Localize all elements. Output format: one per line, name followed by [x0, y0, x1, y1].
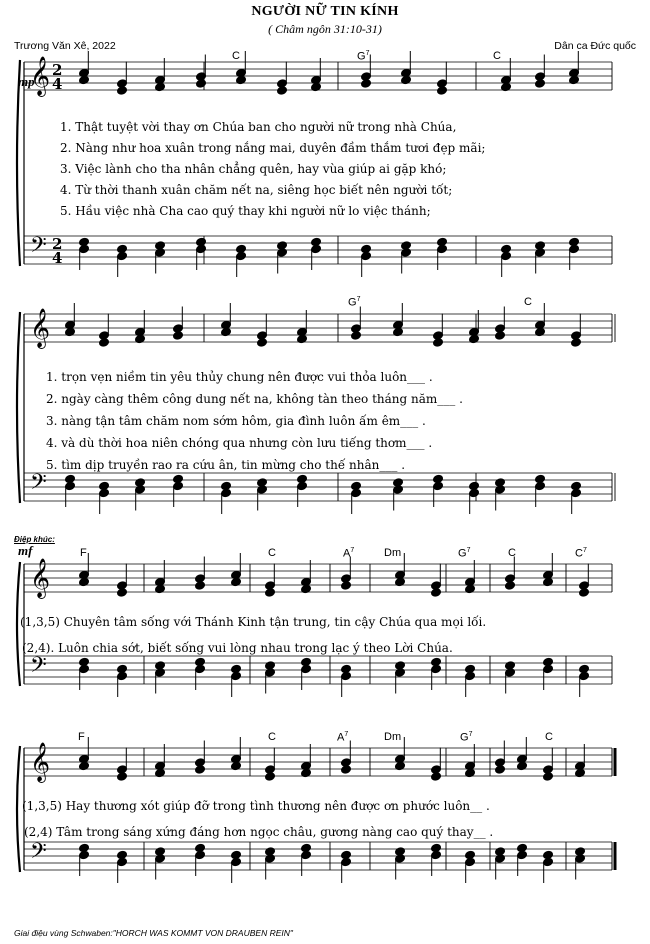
- time-signature-bottom: 4: [52, 75, 63, 93]
- composer-credit: Trương Văn Xê, 2022: [14, 40, 116, 52]
- chord-symbol: $G^7$: [458, 547, 471, 560]
- refrain-label: Điệp khúc:: [14, 535, 55, 544]
- treble-clef-icon: 𝄞: [30, 308, 51, 348]
- notehead: [505, 581, 516, 591]
- chord-symbol: Dm: [384, 547, 402, 559]
- notehead: [351, 331, 362, 341]
- chord-symbol: F: [78, 731, 85, 743]
- notehead: [257, 338, 268, 348]
- notehead: [117, 772, 128, 782]
- time-signature-top: 2: [52, 61, 63, 79]
- notehead: [431, 588, 442, 598]
- notehead: [173, 331, 184, 341]
- bass-clef-icon: 𝄢: [30, 653, 47, 683]
- lyric-line-verse4: 4. Từ thời thanh xuân chăm nết na, siêng học biết nên người tốt;: [60, 183, 453, 197]
- notehead: [579, 588, 590, 598]
- chord-symbol: C: [268, 547, 276, 559]
- lyric-line-refrain-a: (1,3,5) Hay thương xót giúp đỡ trong tình thương nên được ơn phước luôn__ .: [22, 799, 490, 813]
- notehead: [361, 79, 372, 89]
- notehead: [495, 765, 506, 775]
- lyric-line-refrain-b: (2,4) Tâm trong sáng xứng đáng hơn ngọc châu, gương nàng cao quý thay__ .: [24, 825, 494, 839]
- notehead: [431, 772, 442, 782]
- chord-symbol: C: [232, 50, 240, 62]
- notehead: [117, 588, 128, 598]
- lyric-line-verse5: 5. Hầu việc nhà Cha cao quý thay khi người nữ lo việc thánh;: [60, 204, 431, 218]
- bass-clef-icon: 𝄢: [30, 839, 47, 869]
- notehead: [265, 772, 276, 782]
- system-brace: [17, 312, 20, 503]
- treble-clef-icon: 𝄞: [30, 56, 51, 96]
- notehead: [571, 338, 582, 348]
- chord-symbol: C: [508, 547, 516, 559]
- chord-symbol: C: [493, 50, 501, 62]
- dynamic-mp: mp: [18, 74, 35, 89]
- footer-note: Giai điệu vùng Schwaben:"HORCH WAS KOMMT VON DRAUBEN REIN": [14, 928, 293, 938]
- lyric-line-verse5: 5. tìm dịp truyền rao ra cứu ân, tin mừng cho thế nhân___ .: [46, 458, 406, 472]
- treble-clef-icon: 𝄞: [30, 558, 51, 598]
- chord-symbol: Dm: [384, 731, 402, 743]
- system-brace: [17, 746, 20, 872]
- lyric-line-refrain-a: (1,3,5) Chuyên tâm sống với Thánh Kinh tận trung, tin cậy Chúa qua mọi lối.: [20, 615, 487, 629]
- chord-symbol: C: [524, 296, 532, 308]
- notehead: [277, 86, 288, 96]
- notehead: [196, 79, 207, 89]
- lyric-line-verse4: 4. và dù thời hoa niên chóng qua nhưng còn lưu tiếng thơm___ .: [46, 436, 433, 450]
- lyric-line-verse3: 3. Việc lành cho tha nhân chẳng quên, hay vùa giúp ai gặp khó;: [60, 162, 447, 176]
- notehead: [117, 86, 128, 96]
- bass-clef-icon: 𝄢: [30, 233, 47, 263]
- dynamic-mf: mf: [18, 543, 33, 558]
- notehead: [99, 338, 110, 348]
- bass-clef-icon: 𝄢: [30, 470, 47, 500]
- chord-symbol: $G^7$: [348, 296, 361, 309]
- chord-symbol: F: [80, 547, 87, 559]
- chord-symbol: C: [268, 731, 276, 743]
- time-signature-bottom: 4: [52, 249, 63, 267]
- time-signature-top: 2: [52, 235, 63, 253]
- lyric-line-verse1: 1. trọn vẹn niềm tin yêu thủy chung nên được vui thỏa luôn___ .: [46, 370, 433, 384]
- chord-symbol: $G^7$: [357, 50, 370, 63]
- song-subtitle: ( Châm ngôn 31:10-31): [268, 22, 382, 36]
- notehead: [495, 331, 506, 341]
- notehead: [535, 79, 546, 89]
- notehead: [195, 581, 206, 591]
- chord-symbol: $A^7$: [337, 731, 349, 744]
- lyric-line-verse3: 3. nàng tận tâm chăm nom sớm hôm, gia đình luôn ấm êm___ .: [46, 414, 426, 428]
- song-title: NGƯỜI NỮ TIN KÍNH: [251, 4, 399, 19]
- notehead: [341, 581, 352, 591]
- lyric-line-verse1: 1. Thật tuyệt vời thay ơn Chúa ban cho người nữ trong nhà Chúa,: [60, 120, 457, 134]
- notehead: [543, 772, 554, 782]
- treble-clef-icon: 𝄞: [30, 742, 51, 782]
- lyric-line-refrain-b: (2,4). Luôn chia sớt, biết sống vui lòng nhau trong lạc ý theo Lời Chúa.: [22, 641, 453, 655]
- notehead: [195, 765, 206, 775]
- notehead: [265, 588, 276, 598]
- lyric-line-verse2: 2. Nàng như hoa xuân trong nắng mai, duyên đầm thắm tươi đẹp mãi;: [60, 141, 486, 155]
- notehead: [341, 765, 352, 775]
- chord-symbol: $A^7$: [343, 547, 355, 560]
- melody-credit: Dân ca Đức quốc: [554, 40, 636, 52]
- lyric-line-verse2: 2. ngày càng thêm công dung nết na, không tàn theo tháng năm___ .: [46, 392, 463, 406]
- notehead: [437, 86, 448, 96]
- chord-symbol: $C^7$: [575, 547, 587, 560]
- chord-symbol: C: [545, 731, 553, 743]
- system-brace: [17, 60, 20, 266]
- notehead: [433, 338, 444, 348]
- chord-symbol: $G^7$: [460, 731, 473, 744]
